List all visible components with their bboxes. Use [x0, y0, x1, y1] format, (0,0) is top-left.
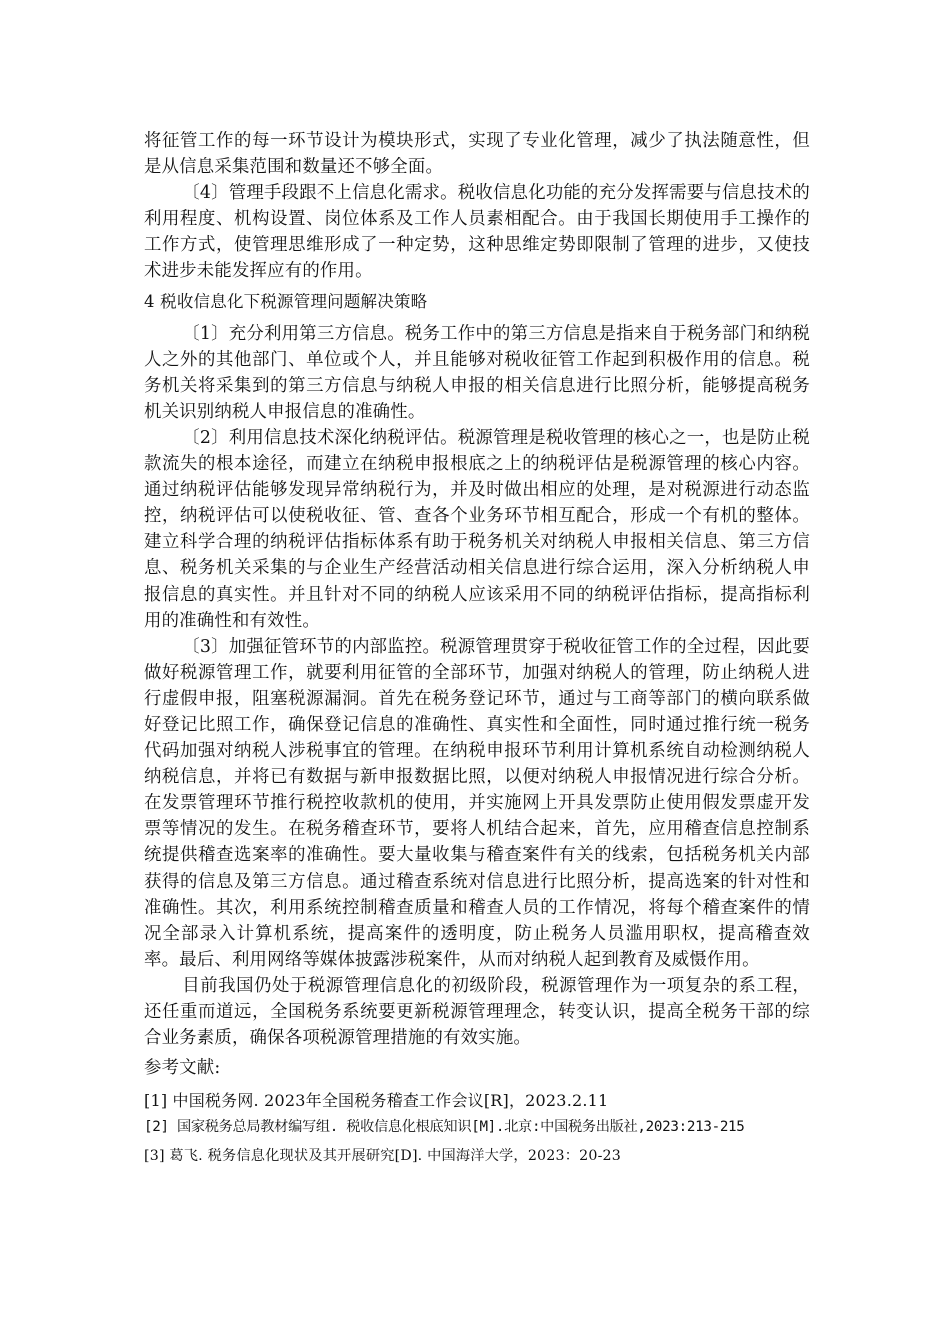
reference-item: [1] 中国税务网. 2023年全国税务稽查工作会议[R]，2023.2.11	[144, 1091, 609, 1111]
paragraph-strategy-1: 〔1〕充分利用第三方信息。税务工作中的第三方信息是指来自于税务部门和纳税人之外的其他部门、单位或个人，并且能够对税收征管工作起到积极作用的信息。税务机关将采集到的第三方信息与纳税人申报的相关信息进行比照分析，能够提高税务机关识别纳税人申报信息的准确性。	[144, 323, 810, 422]
references-label: 参考文献:	[144, 1058, 221, 1079]
paragraph-strategy-2: 〔2〕利用信息技术深化纳税评估。税源管理是税收管理的核心之一，也是防止税款流失的根本途径，而建立在纳税申报根底之上的纳税评估是税源管理的核心内容。通过纳税评估能够发现异常纳税行为，并及时做出相应的处理，是对税源进行动态监控，纳税评估可以使税收征、管、查各个业务环节相互配合，形成一个有机的整体。建立科学合理的纳税评估指标体系有助于税务机关对纳税人申报相关信息、第三方信息、税务机关采集的与企业生产经营活动相关信息进行综合运用，深入分析纳税人申报信息的真实性。并且针对不同的纳税人应该采用不同的纳税评估指标，提高指标利用的准确性和有效性。	[144, 427, 810, 631]
paragraph-point-4: 〔4〕管理手段跟不上信息化需求。税收信息化功能的充分发挥需要与信息技术的利用程度、机构设置、岗位体系及工作人员素相配合。由于我国长期使用手工操作的工作方式，使管理思维形成了一种定势，这种思维定势即限制了管理的进步，又使技术进步未能发挥应有的作用。	[144, 183, 810, 282]
paragraph-continuation: 将征管工作的每一环节设计为模块形式，实现了专业化管理，减少了执法随意性，但是从信息采集范围和数量还不够全面。	[144, 131, 810, 178]
paragraph-strategy-3: 〔3〕加强征管环节的内部监控。税源管理贯穿于税收征管工作的全过程，因此要做好税源管理工作，就要利用征管的全部环节，加强对纳税人的管理，防止纳税人进行虚假申报，阻塞税源漏洞。首先在税务登记环节，通过与工商等部门的横向联系做好登记比照工作，确保登记信息的准确性、真实性和全面性，同时通过推行统一税务代码加强对纳税人涉税事宜的管理。在纳税申报环节利用计算机系统自动检测纳税人纳税信息，并将已有数据与新申报数据比照，以便对纳税人申报情况进行综合分析。在发票管理环节推行税控收款机的使用，并实施网上开具发票防止使用假发票虚开发票等情况的发生。在税务稽查环节，要将人机结合起来，首先，应用稽查信息控制系统提供稽查选案率的准确性。要大量收集与稽查案件有关的线索，包括税务机关内部获得的信息及第三方信息。通过稽查系统对信息进行比照分析，提高选案的针对性和准确性。其次，利用系统控制稽查质量和稽查人员的工作情况，将每个稽查案件的情况全部录入计算机系统，提高案件的透明度，防止税务人员滥用职权，提高稽查效率。最后、利用网络等媒体披露涉税案件，从而对纳税人起到教育及威慑作用。	[144, 636, 810, 970]
reference-item: [2] 国家税务总局教材编写组. 税收信息化根底知识[M].北京:中国税务出版社,2023:213-215	[144, 1119, 745, 1136]
reference-item: [3] 葛飞. 税务信息化现状及其开展研究[D]. 中国海洋大学，2023：20-23	[144, 1148, 622, 1165]
section-heading: 4 税收信息化下税源管理问题解决策略	[144, 291, 428, 311]
paragraph-conclusion: 目前我国仍处于税源管理信息化的初级阶段，税源管理作为一项复杂的系工程，还任重而道远，全国税务系统要更新税源管理理念，转变认识，提高全税务干部的综合业务素质，确保各项税源管理措施的有效实施。	[144, 975, 810, 1049]
document-body	[144, 128, 810, 1169]
